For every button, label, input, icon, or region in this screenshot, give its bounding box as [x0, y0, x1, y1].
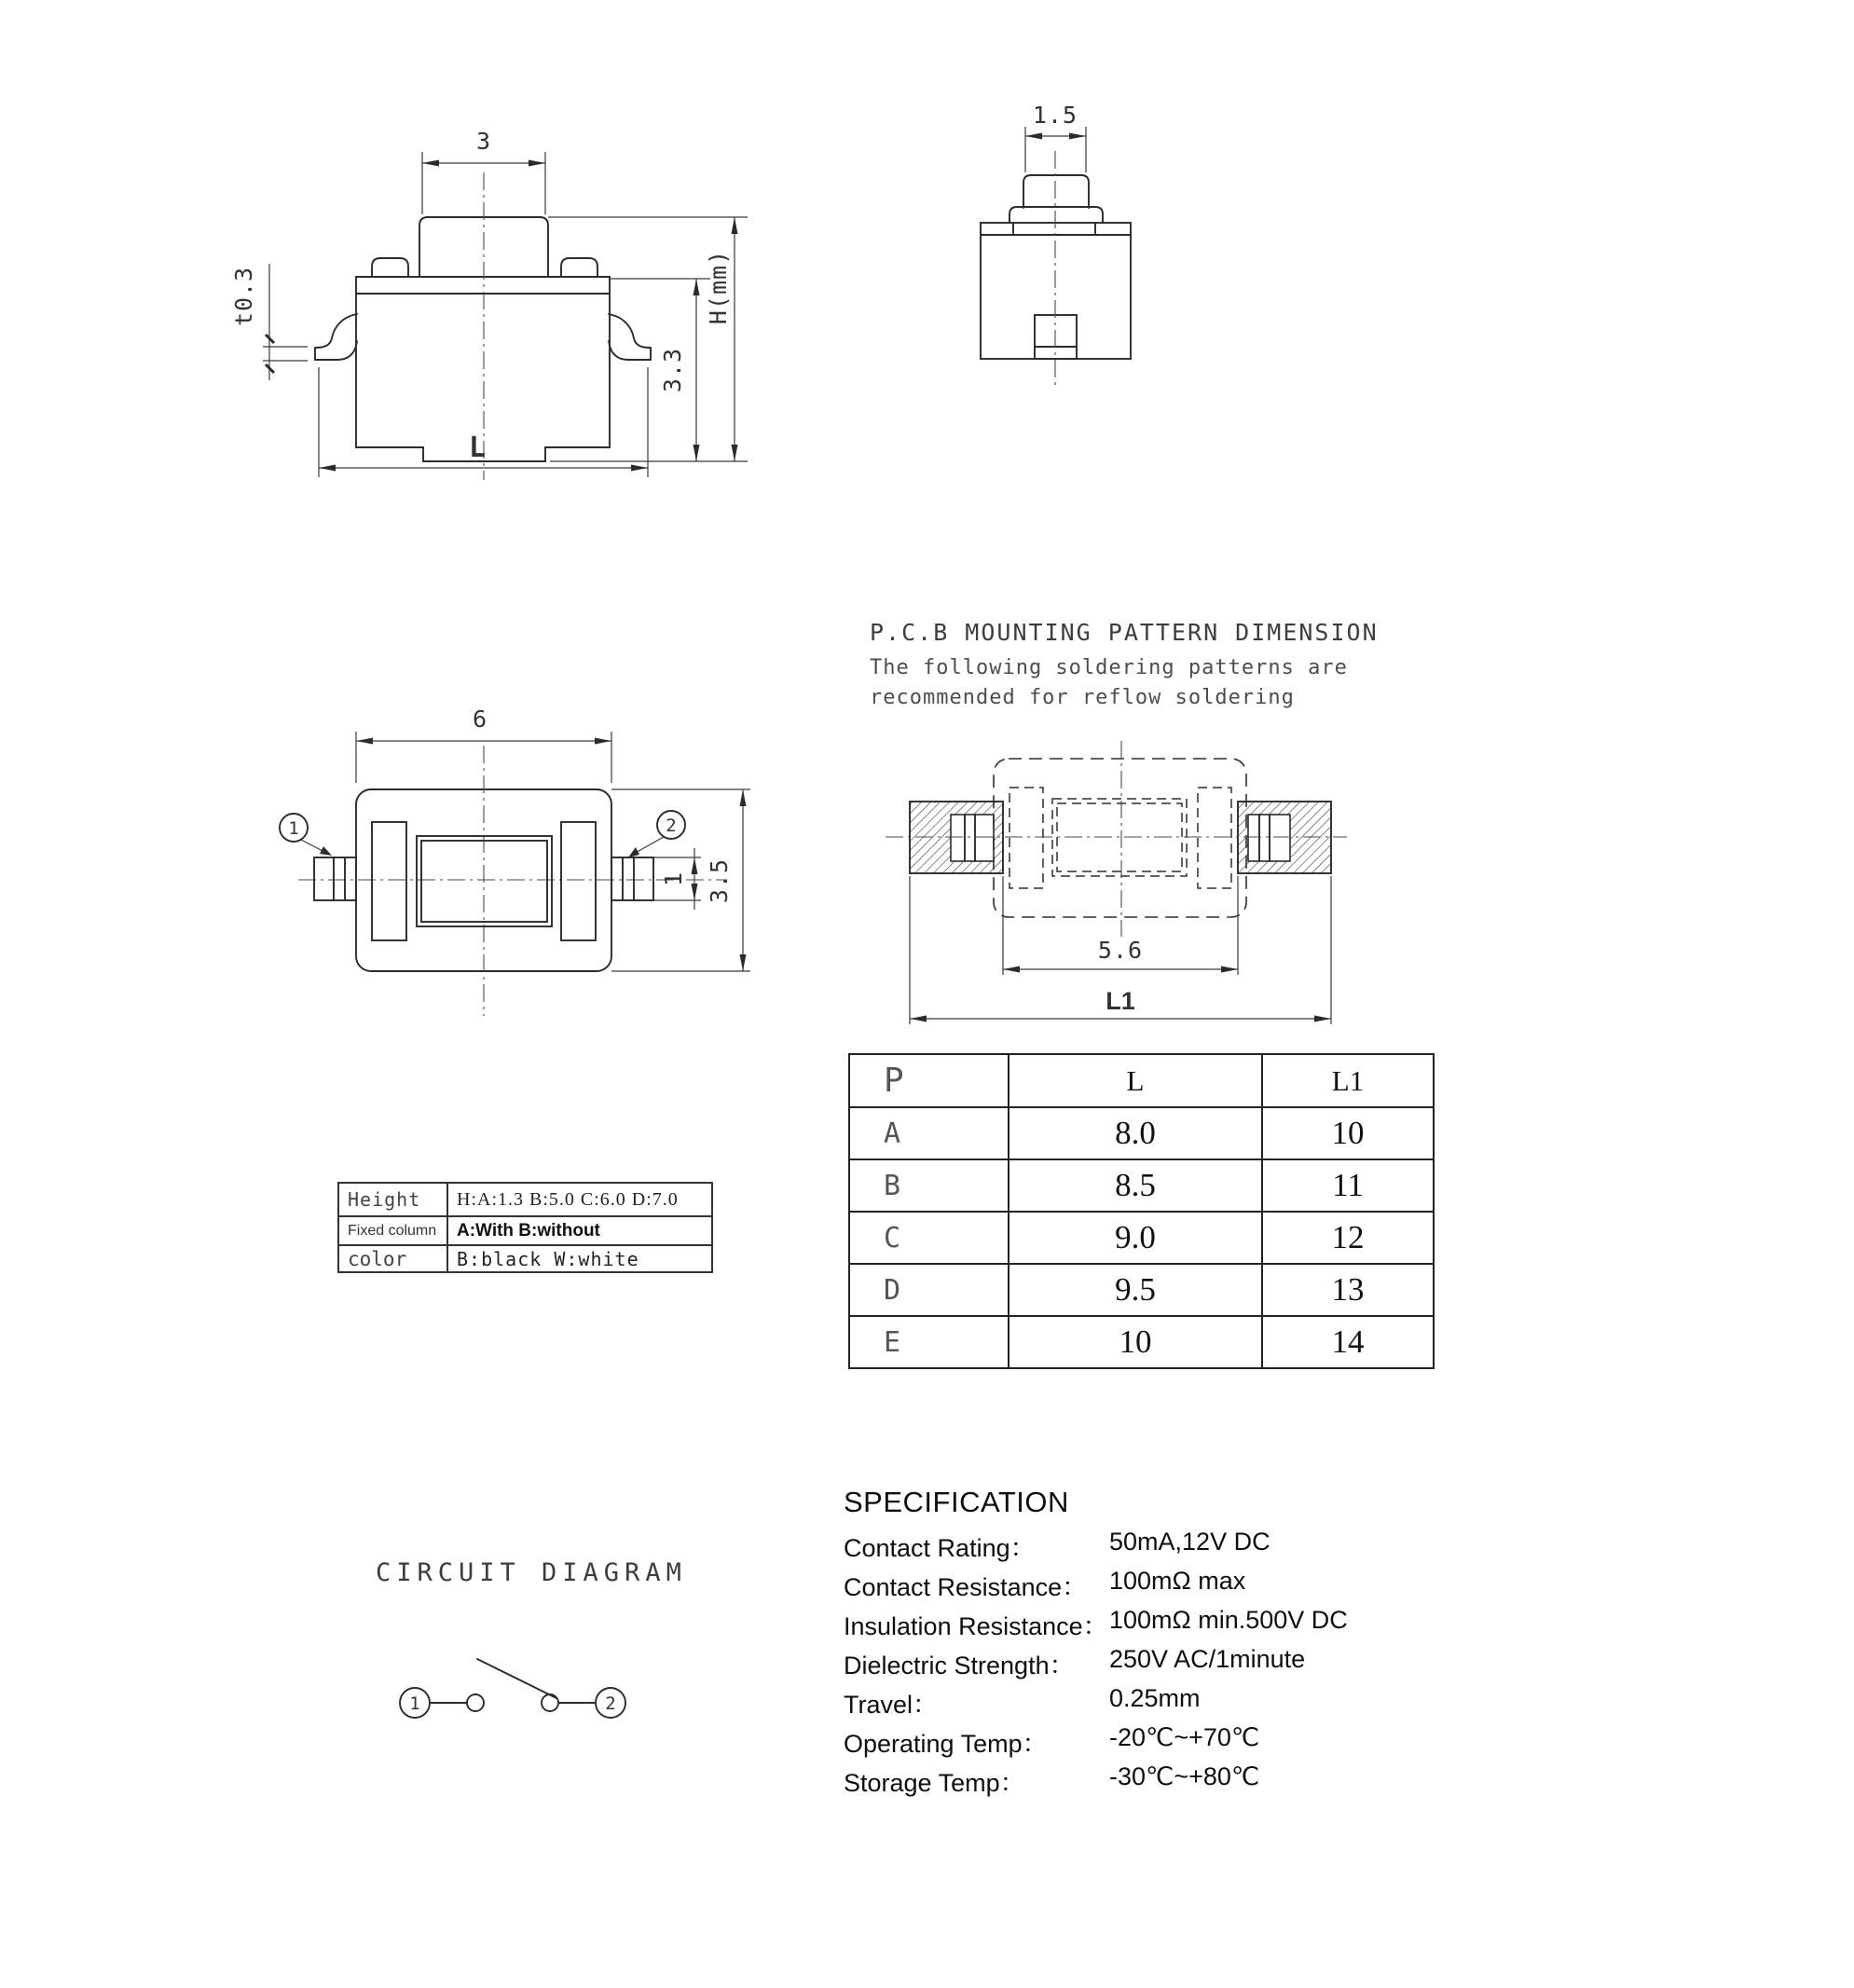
terminal-1-callout-label: 1 [288, 818, 299, 839]
pcb-dim-total: L1 [1106, 987, 1135, 1015]
size-a-p: A [849, 1107, 1009, 1159]
pcb-pattern-text-block [870, 619, 1379, 713]
size-e-l: 10 [1009, 1316, 1262, 1368]
size-b-l: 8.5 [1009, 1159, 1262, 1212]
circuit-contact-left-icon [467, 1694, 484, 1711]
front-left-bump [372, 258, 408, 277]
spec-contact-rating-label: Contact Rating： [844, 1534, 1036, 1562]
pcb-pattern-note-1: The following soldering patterns are [870, 656, 1348, 679]
top-view-drawing [270, 690, 764, 1035]
circuit-contact-right-icon [542, 1694, 558, 1711]
spec-storage-temp-label: Storage Temp： [844, 1769, 1025, 1797]
front-left-terminal [315, 314, 357, 360]
options-table-row-fixed-column [338, 1216, 712, 1245]
options-table [337, 1182, 713, 1273]
spec-insulation-resistance-label: Insulation Resistance： [844, 1612, 1108, 1640]
spec-row-operating-temp [844, 1723, 1260, 1762]
spec-row-travel [844, 1684, 1201, 1723]
spec-insulation-resistance-value: 100mΩ min.500V DC [1109, 1606, 1348, 1634]
top-right-contact-bar [561, 822, 596, 940]
size-table-row-d [849, 1264, 1434, 1316]
spec-contact-rating-value: 50mA,12V DC [1109, 1528, 1270, 1556]
front-dim-length: L [468, 432, 487, 464]
options-height-label: Height [338, 1183, 447, 1216]
circuit-switch-lever [477, 1659, 556, 1698]
size-header-l: L [1009, 1054, 1262, 1107]
spec-contact-resistance-label: Contact Resistance： [844, 1573, 1088, 1601]
spec-contact-resistance-value: 100mΩ max [1109, 1567, 1246, 1595]
size-e-p: E [849, 1316, 1009, 1368]
pcb-pattern-note-2: recommended for reflow soldering [870, 686, 1295, 709]
top-left-terminal [314, 857, 356, 900]
spec-row-dielectric-strength [844, 1645, 1306, 1684]
options-color-label: color [338, 1245, 447, 1272]
pcb-pattern-title: P.C.B MOUNTING PATTERN DIMENSION [870, 619, 1379, 646]
size-table [848, 1053, 1435, 1369]
spec-travel-value: 0.25mm [1109, 1684, 1201, 1712]
circuit-terminal-2-label: 2 [605, 1693, 616, 1714]
size-d-l1: 13 [1262, 1264, 1434, 1316]
front-dim-total-height: H(mm) [705, 249, 732, 325]
size-table-row-a [849, 1107, 1434, 1159]
pcb-dim-pad-span: 5.6 [1097, 937, 1144, 964]
terminal-2-callout-label: 2 [666, 816, 677, 836]
terminal-2-callout [628, 811, 685, 857]
pcb-left-bar-outline [1009, 788, 1043, 888]
side-button-flange [1009, 207, 1103, 223]
size-e-l1: 14 [1262, 1316, 1434, 1368]
pcb-switch-outline [994, 759, 1246, 917]
size-header-p: P [849, 1054, 1009, 1107]
spec-row-contact-resistance [844, 1567, 1246, 1606]
spec-dielectric-strength-value: 250V AC/1minute [1109, 1645, 1306, 1673]
front-right-bump [561, 258, 597, 277]
circuit-diagram-title: CIRCUIT DIAGRAM [376, 1558, 687, 1587]
size-c-p: C [849, 1212, 1009, 1264]
front-dim-button-width: 3 [475, 128, 492, 155]
circuit-terminal-1-label: 1 [409, 1693, 420, 1714]
pcb-right-bar-outline [1198, 788, 1231, 888]
terminal-1-callout [280, 814, 332, 856]
size-d-l: 9.5 [1009, 1264, 1262, 1316]
size-a-l: 8.0 [1009, 1107, 1262, 1159]
front-view-drawing [230, 121, 764, 489]
size-table-row-b [849, 1159, 1434, 1212]
circuit-diagram [391, 1650, 634, 1743]
spec-operating-temp-label: Operating Temp： [844, 1730, 1048, 1758]
top-dim-body-width: 6 [472, 706, 488, 733]
size-b-l1: 11 [1262, 1159, 1434, 1212]
size-header-l1: L1 [1262, 1054, 1434, 1107]
size-b-p: B [849, 1159, 1009, 1212]
size-c-l1: 12 [1262, 1212, 1434, 1264]
front-right-terminal [609, 314, 651, 360]
side-dim-button-width: 1.5 [1032, 102, 1078, 129]
specification-title: SPECIFICATION [844, 1486, 1069, 1518]
top-right-terminal [611, 857, 653, 900]
spec-row-insulation-resistance [844, 1606, 1348, 1645]
spec-travel-label: Travel： [844, 1691, 939, 1719]
top-dim-body-depth: 3.5 [706, 857, 733, 904]
size-d-p: D [849, 1264, 1009, 1316]
spec-row-contact-rating [844, 1528, 1270, 1567]
size-table-row-c [849, 1212, 1434, 1264]
spec-row-storage-temp [844, 1762, 1260, 1802]
size-a-l1: 10 [1262, 1107, 1434, 1159]
options-table-row-height [338, 1183, 712, 1216]
front-dim-body-height: 3.3 [659, 347, 686, 393]
options-height-value: H:A:1.3 B:5.0 C:6.0 D:7.0 [447, 1183, 712, 1216]
options-fixed-column-value: A:With B:without [447, 1216, 712, 1245]
side-view-drawing [969, 93, 1174, 410]
side-button-stem [1023, 175, 1089, 208]
options-table-row-color [338, 1245, 712, 1272]
pcb-pattern-drawing [876, 727, 1361, 1035]
spec-storage-temp-value: -30℃~+80℃ [1109, 1762, 1260, 1790]
size-c-l: 9.0 [1009, 1212, 1262, 1264]
top-left-contact-bar [372, 822, 406, 940]
top-dim-terminal-width: 1 [660, 871, 687, 887]
options-color-value: B:black W:white [447, 1245, 712, 1272]
spec-operating-temp-value: -20℃~+70℃ [1109, 1723, 1260, 1751]
options-fixed-column-label: Fixed column [338, 1216, 447, 1245]
front-dim-thickness: t0.3 [230, 266, 257, 327]
size-table-header-row [849, 1054, 1434, 1107]
specification-block [844, 1486, 1348, 1802]
spec-dielectric-strength-label: Dielectric Strength： [844, 1652, 1075, 1680]
size-table-row-e [849, 1316, 1434, 1368]
